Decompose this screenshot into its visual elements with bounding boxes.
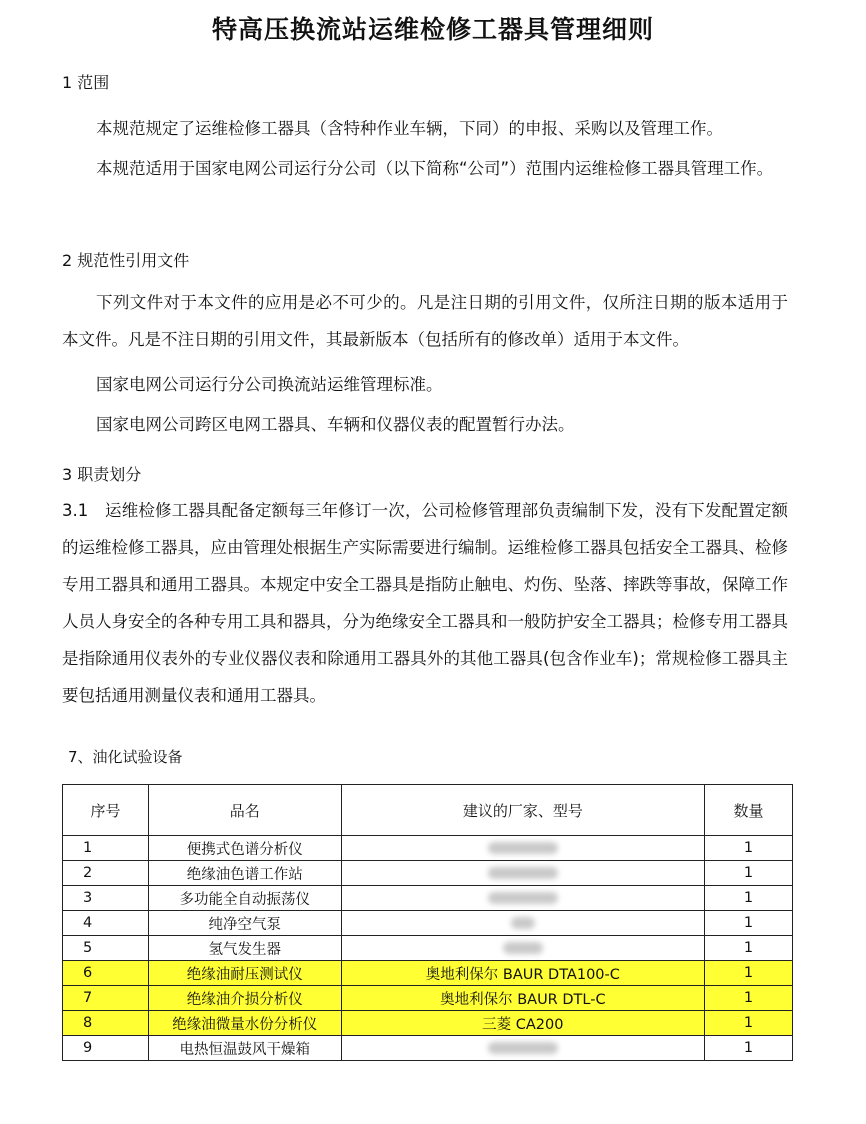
table-header-row <box>63 785 793 836</box>
row-number: 8 <box>63 1011 149 1036</box>
row-model-redacted <box>341 911 704 936</box>
table-row <box>63 861 793 886</box>
row-model-redacted <box>341 886 704 911</box>
redacted-blur <box>488 842 558 854</box>
row-number: 6 <box>63 961 149 986</box>
redacted-blur <box>511 917 535 929</box>
row-model: 奥地利保尔 BAUR DTL-C <box>341 986 704 1011</box>
row-name: 电热恒温鼓风干燥箱 <box>148 1036 341 1061</box>
row-model-redacted <box>341 1036 704 1061</box>
row-number: 2 <box>63 861 149 886</box>
redacted-blur <box>488 1042 558 1054</box>
row-model: 奥地利保尔 BAUR DTA100-C <box>341 961 704 986</box>
row-qty: 1 <box>705 986 793 1011</box>
paragraph: 下列文件对于本文件的应用是必不可少的。凡是注日期的引用文件，仅所注日期的版本适用于本文件。凡是不注日期的引用文件，其最新版本（包括所有的修改单）适用于本文件。 <box>62 293 788 349</box>
header-cell-no: 序号 <box>63 785 149 836</box>
table-row <box>63 836 793 861</box>
row-model-redacted <box>341 936 704 961</box>
row-name: 氢气发生器 <box>148 936 341 961</box>
row-number: 3 <box>63 886 149 911</box>
paragraph: 国家电网公司运行分公司换流站运维管理标准。 <box>96 375 443 394</box>
redacted-blur <box>503 942 543 954</box>
table-row <box>63 911 793 936</box>
section-heading-references: 2 规范性引用文件 <box>62 251 190 270</box>
row-name: 绝缘油色谱工作站 <box>148 861 341 886</box>
row-name: 多功能全自动振荡仪 <box>148 886 341 911</box>
row-name: 便携式色谱分析仪 <box>148 836 341 861</box>
equipment-table <box>62 784 793 1061</box>
table-caption: 7、油化试验设备 <box>68 748 183 766</box>
header-cell-model: 建议的厂家、型号 <box>341 785 704 836</box>
row-number: 1 <box>63 836 149 861</box>
row-model: 三菱 CA200 <box>341 1011 704 1036</box>
header-cell-qty: 数量 <box>705 785 793 836</box>
row-name: 绝缘油微量水份分析仪 <box>148 1011 341 1036</box>
row-qty: 1 <box>705 936 793 961</box>
row-number: 7 <box>63 986 149 1011</box>
row-qty: 1 <box>705 911 793 936</box>
section-heading-responsibilities: 3 职责划分 <box>62 465 142 484</box>
table-row-highlighted <box>63 961 793 986</box>
paragraph: 本规范适用于国家电网公司运行分公司（以下简称“公司”）范围内运维检修工器具管理工作。 <box>96 159 774 178</box>
redacted-blur <box>488 892 558 904</box>
row-name: 绝缘油介损分析仪 <box>148 986 341 1011</box>
row-qty: 1 <box>705 1011 793 1036</box>
paragraph: 3.1 运维检修工器具配备定额每三年修订一次，公司检修管理部负责编制下发，没有下发配置定额的运维检修工器具，应由管理处根据生产实际需要进行编制。运维检修工器具包括安全工器具、检修专用工器具和通用工器具。本规定中安全工器具是指防止触电、灼伤、坠落、摔跌等事故，保障工作人员人身安全的各种专用工具和器具，分为绝缘安全工器具和一般防护安全工器具；检修专用工器具是指除通用仪表外的专业仪器仪表和除通用工器具外的其他工器具(包含作业车)；常规检修工器具主要包括通用测量仪表和通用工器具。 <box>62 501 788 705</box>
table-row-highlighted <box>63 1011 793 1036</box>
row-qty: 1 <box>705 1036 793 1061</box>
table-row <box>63 886 793 911</box>
row-number: 5 <box>63 936 149 961</box>
row-number: 4 <box>63 911 149 936</box>
row-model-redacted <box>341 861 704 886</box>
table-row <box>63 1036 793 1061</box>
redacted-blur <box>488 867 558 879</box>
table-row-highlighted <box>63 986 793 1011</box>
row-qty: 1 <box>705 861 793 886</box>
row-name: 纯净空气泵 <box>148 911 341 936</box>
header-cell-name: 品名 <box>148 785 341 836</box>
row-number: 9 <box>63 1036 149 1061</box>
table-row <box>63 936 793 961</box>
paragraph: 国家电网公司跨区电网工器具、车辆和仪器仪表的配置暂行办法。 <box>96 415 575 434</box>
row-qty: 1 <box>705 961 793 986</box>
row-name: 绝缘油耐压测试仪 <box>148 961 341 986</box>
row-qty: 1 <box>705 886 793 911</box>
row-model-redacted <box>341 836 704 861</box>
section-heading-scope: 1 范围 <box>62 73 110 92</box>
paragraph: 本规范规定了运维检修工器具（含特种作业车辆，下同）的申报、采购以及管理工作。 <box>96 119 723 138</box>
row-qty: 1 <box>705 836 793 861</box>
document-title: 特高压换流站运维检修工器具管理细则 <box>211 15 654 44</box>
